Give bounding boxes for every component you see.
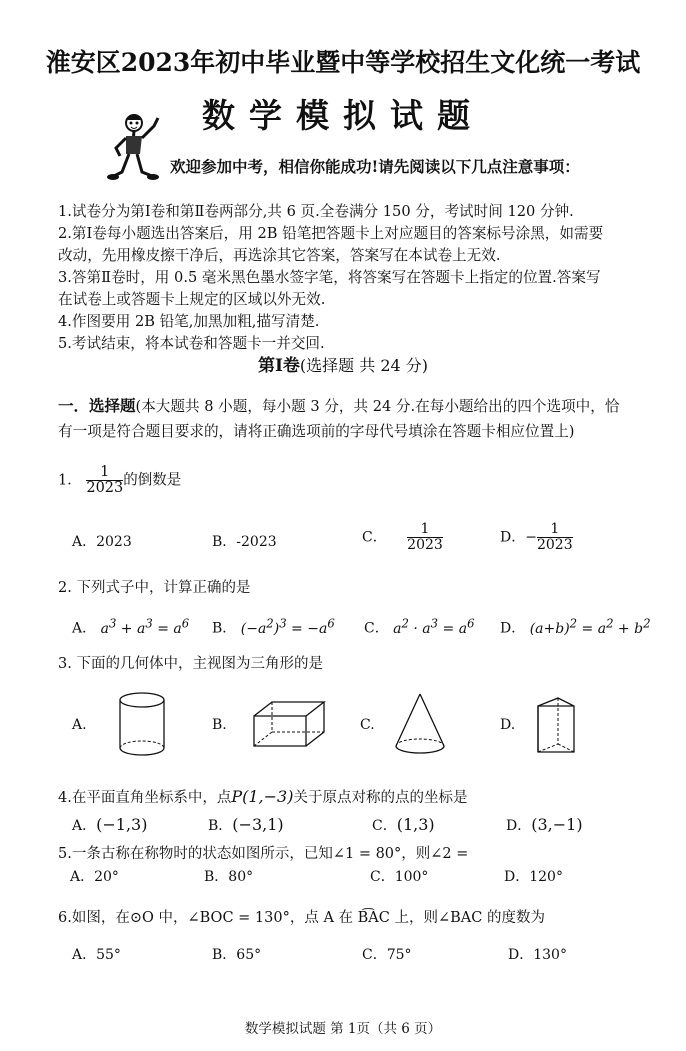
q2-option-b [212, 616, 335, 638]
q5-option-b: B．80° [204, 869, 254, 885]
q4-option-d [506, 815, 583, 835]
q5-option-c: C．100° [370, 869, 429, 885]
fraction [407, 522, 443, 553]
cylinder-figure [116, 690, 168, 760]
question-1 [58, 465, 181, 496]
q5-option-d: D．120° [504, 869, 563, 885]
option-label: A． [72, 620, 97, 637]
question-text: 4.在平面直角坐标系中，点 [58, 790, 232, 806]
q1-option-d [500, 522, 573, 553]
option-value: (1,3) [396, 815, 435, 834]
point-label: P(1,−3) [231, 787, 294, 806]
q6-option-d: D．130° [508, 947, 567, 963]
numerator: 1 [407, 522, 443, 538]
formula: $(a+b)^2 = a^2 + b^2$ [529, 616, 651, 637]
option-label: B． [208, 818, 233, 834]
q6-option-b: B．65° [212, 947, 262, 963]
note-line: 在试卷上或答题卡上规定的区域以外无效. [58, 291, 326, 308]
question-5: 5.一条古称在称物时的状态如图所示，已知∠1 = 80°，则∠2 = [58, 846, 469, 862]
note-line: 改动，先用橡皮擦干净后，再选涂其它答案，答案写在本试卷上无效. [58, 247, 501, 264]
q3-option-d: D. [500, 717, 516, 733]
mascot-illustration [104, 112, 166, 184]
section-name: 第Ⅰ卷 [257, 356, 300, 376]
option-label: B． [212, 620, 237, 637]
question-4 [58, 786, 467, 807]
question-number: 1． [58, 472, 82, 489]
denominator: 2023 [407, 537, 443, 553]
note-line: 3.答第Ⅱ卷时，用 0.5 毫米黑色墨水签字笔，将答案写在答题卡上指定的位置.答案写 [58, 269, 601, 286]
question-text: 的倒数是 [123, 472, 182, 489]
part-instructions [58, 394, 619, 416]
option-value: (3,−1) [531, 815, 583, 834]
formula: $a^3 + a^3 = a^6$ [100, 616, 190, 637]
question-2: 2. 下列式子中，计算正确的是 [58, 580, 251, 596]
prism-figure [532, 694, 580, 758]
option-label: D．− [500, 529, 537, 546]
option-label: C． [362, 529, 387, 546]
numerator: 1 [86, 465, 123, 481]
note-line: 5.考试结束，将本试卷和答题卡一并交回. [58, 335, 325, 352]
page-footer: 数学模拟试题 第 1页（共 6 页） [244, 1021, 442, 1037]
instr-line: (本大题共 8 小题，每小题 3 分，共 24 分.在每小题给出的四个选项中，恰 [135, 398, 620, 415]
fraction [86, 465, 123, 496]
option-label: A． [72, 818, 97, 834]
q3-option-a: A. [72, 717, 87, 733]
question-3: 3. 下面的几何体中，主视图为三角形的是 [58, 656, 323, 672]
q3-option-c: C. [360, 717, 375, 733]
formula: $a^2 \cdot a^3 = a^6$ [393, 616, 475, 637]
note-line: 2.第Ⅰ卷每小题选出答案后，用 2B 铅笔把答题卡上对应题目的答案标号涂黑，如需要 [58, 225, 604, 242]
option-value: (−3,1) [232, 815, 284, 834]
question-text: 关于原点对称的点的坐标是 [293, 790, 468, 806]
q2-option-d [500, 616, 651, 638]
q4-option-b [208, 815, 284, 835]
q5-option-a: A．20° [70, 869, 119, 885]
denominator: 2023 [86, 480, 124, 496]
note-line: 4.作图要用 2B 铅笔,加黑加粗,描写清楚. [58, 313, 320, 330]
option-label: D． [506, 818, 532, 834]
option-label: C． [372, 818, 397, 834]
option-label: D． [500, 620, 526, 637]
note-line: 1.试卷分为第Ⅰ卷和第Ⅱ卷两部分,共 6 页.全卷满分 150 分，考试时间 120 分钟. [58, 203, 574, 220]
q4-option-a [72, 815, 147, 835]
instr-line: 有一项是符合题目要求的，请将正确选项前的字母代号填涂在答题卡相应位置上) [58, 423, 575, 440]
q3-option-b: B. [212, 717, 227, 733]
option-value: (−1,3) [96, 815, 148, 834]
numerator: 1 [537, 522, 573, 538]
q2-option-a [72, 616, 189, 638]
q1-option-b: B．-2023 [212, 534, 277, 550]
denominator: 2023 [536, 537, 573, 553]
part-title: 一．选择题 [58, 396, 136, 415]
q1-option-c [362, 522, 443, 553]
question-6: 6.如图，在⊙O 中，∠BOC = 130°，点 A 在 B͡AC 上，则∠BAC 的度数为 [58, 910, 545, 926]
fraction [537, 522, 573, 553]
q2-option-c [364, 616, 474, 638]
cone-figure [390, 690, 450, 760]
section-title [0, 351, 686, 376]
option-label: C． [364, 620, 389, 637]
q6-option-a: A．55° [72, 947, 121, 963]
greeting-text: 欢迎参加中考，相信你能成功!请先阅读以下几点注意事项： [170, 157, 580, 176]
q4-option-c [372, 815, 435, 835]
formula: $(-a^2)^3 = -a^6$ [240, 616, 335, 637]
section-subtitle: (选择题 共 24 分) [299, 356, 429, 375]
exam-title: 淮安区2023年初中毕业暨中等学校招生文化统一考试 [45, 48, 641, 77]
q1-option-a: A．2023 [72, 534, 132, 550]
paper-subtitle: 数学模拟试题 [202, 96, 484, 135]
cuboid-figure [250, 698, 328, 750]
q6-option-c: C．75° [362, 947, 412, 963]
